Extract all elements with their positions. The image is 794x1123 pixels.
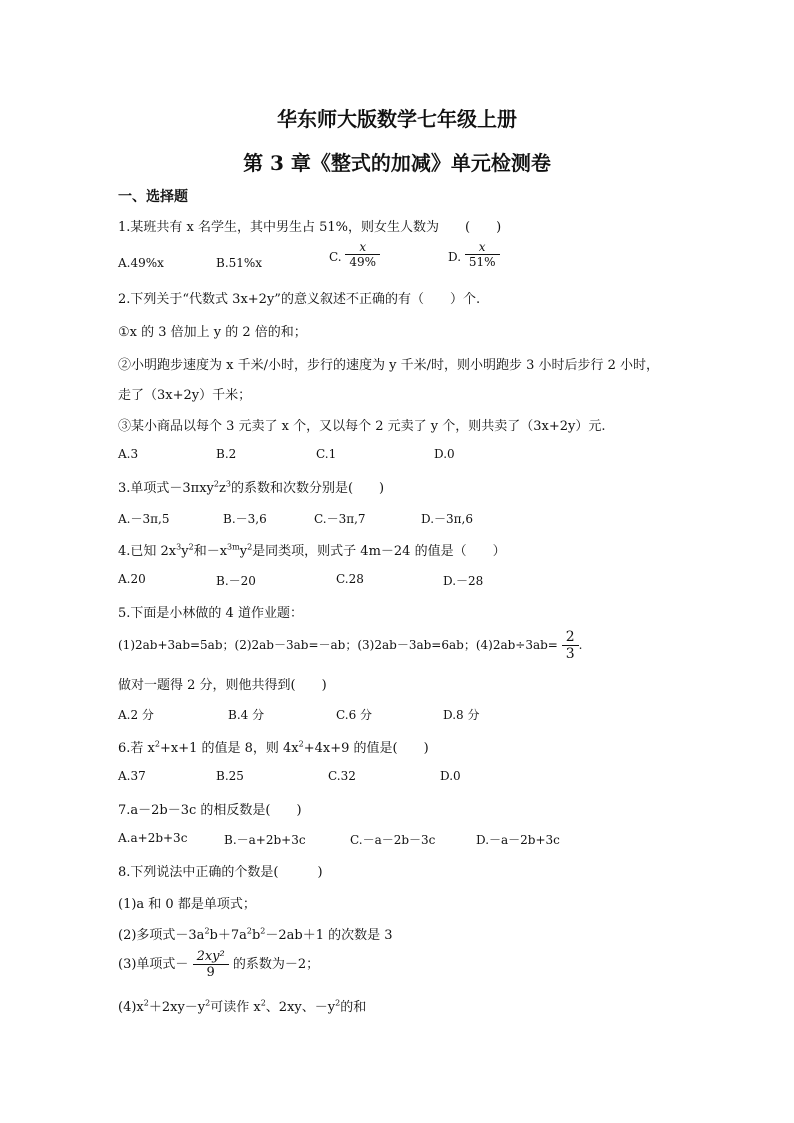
fraction: $\frac{x}{49\%}$: [345, 241, 380, 268]
option-c: C.28: [336, 572, 364, 586]
option-c: C. $\frac{x}{49\%}$: [329, 244, 380, 271]
option-c: C.－a－2b－3c: [350, 833, 436, 847]
option-c: C.6 分: [336, 708, 373, 722]
option-a: A.a+2b+3c: [118, 831, 188, 845]
option-b: B.－3,6: [223, 512, 267, 526]
fraction: $\frac{x}{51\%}$: [465, 241, 500, 268]
question-5-question: 做对一题得 2 分，则他共得到( ): [118, 678, 327, 693]
option-a: A.3: [118, 447, 139, 461]
option-d: D.8 分: [443, 708, 480, 722]
question-5-stem: 5.下面是小林做的 4 道作业题：: [118, 606, 303, 621]
option-b: B.2: [216, 447, 237, 461]
question-2-statement-2-cont: 走了（3x+2y）千米；: [118, 388, 252, 403]
document-subtitle: 第 3 章《整式的加减》单元检测卷: [243, 151, 551, 175]
option-d: D.－a－2b+3c: [476, 833, 560, 847]
question-6-stem: 6.若 $x^2+x+1$ 的值是 8，则 $4x^2+4x+9$ 的值是( ): [118, 739, 429, 756]
question-2-statement-3: ③某小商品以每个 3 元卖了 x 个，又以每个 2 元卖了 y 个，则共卖了（3x+2y）元.: [118, 419, 606, 434]
option-d: D. $\frac{x}{51\%}$: [448, 244, 500, 271]
question-8-statement-2: (2)多项式$-3a^2b+7a^2b^2-2ab+1$ 的次数是 3: [118, 926, 393, 943]
option-c: C.32: [328, 769, 356, 783]
fraction: $\frac{2}{3}$: [562, 630, 579, 661]
question-1-stem: 1.某班共有 x 名学生，其中男生占 51%，则女生人数为 ( ): [118, 220, 502, 235]
option-a: A.20: [118, 572, 146, 586]
option-d: D.0: [434, 447, 455, 461]
question-2-statement-2: ②小明跑步速度为 x 千米/小时，步行的速度为 y 千米/时，则小明跑步 3 小时后步行 2 小时，: [118, 358, 660, 373]
question-5-work: (1)2ab+3ab=5ab；(2)2ab－3ab=－ab；(3)2ab－3ab=6ab；(4)2ab÷3ab= $\frac{2}{3}$ .: [118, 629, 583, 662]
document-title: 华东师大版数学七年级上册: [277, 107, 517, 131]
question-4-stem: 4.已知 $2x^3y^2$和$-x^{3m}y^2$是同类项，则式子 4m－24 的值是（ ）: [118, 542, 506, 559]
option-c: C.－3π,7: [314, 512, 366, 526]
option-b: B.25: [216, 769, 244, 783]
question-2-stem: 2.下列关于“代数式 3x+2y”的意义叙述不正确的有（ ）个.: [118, 292, 481, 307]
option-b: B.4 分: [228, 708, 265, 722]
option-b: B.－20: [216, 574, 256, 588]
option-c: C.1: [316, 447, 337, 461]
option-d: D.0: [440, 769, 461, 783]
fraction: $\frac{\text{2xy²}}{9}$: [193, 950, 229, 979]
question-8-statement-3: (3)单项式－ $\frac{\text{2xy²}}{9}$ 的系数为－2；: [118, 949, 320, 980]
option-a: A.2 分: [118, 708, 154, 722]
question-8-statement-4: $(4)x^2+2xy-y^2$可读作 $x^2$、2xy、$-y^2$的和: [118, 998, 367, 1015]
question-8-stem: 8.下列说法中正确的个数是( ): [118, 865, 323, 880]
option-a: A.49%x: [118, 256, 164, 270]
option-a: A.－3π,5: [118, 512, 170, 526]
question-2-statement-1: ①x 的 3 倍加上 y 的 2 倍的和；: [118, 325, 307, 340]
option-d: D.－28: [443, 574, 484, 588]
option-a: A.37: [118, 769, 146, 783]
question-3-stem: 3.单项式$-3\pi xy^2z^3$的系数和次数分别是( ): [118, 479, 385, 496]
section-heading: 一、选择题: [118, 189, 188, 205]
option-b: B.－a+2b+3c: [224, 833, 306, 847]
question-7-stem: 7.a－2b－3c 的相反数是( ): [118, 803, 302, 818]
question-8-statement-1: (1)a 和 0 都是单项式；: [118, 897, 256, 912]
option-b: B.51%x: [216, 256, 263, 270]
option-d: D.－3π,6: [421, 512, 473, 526]
